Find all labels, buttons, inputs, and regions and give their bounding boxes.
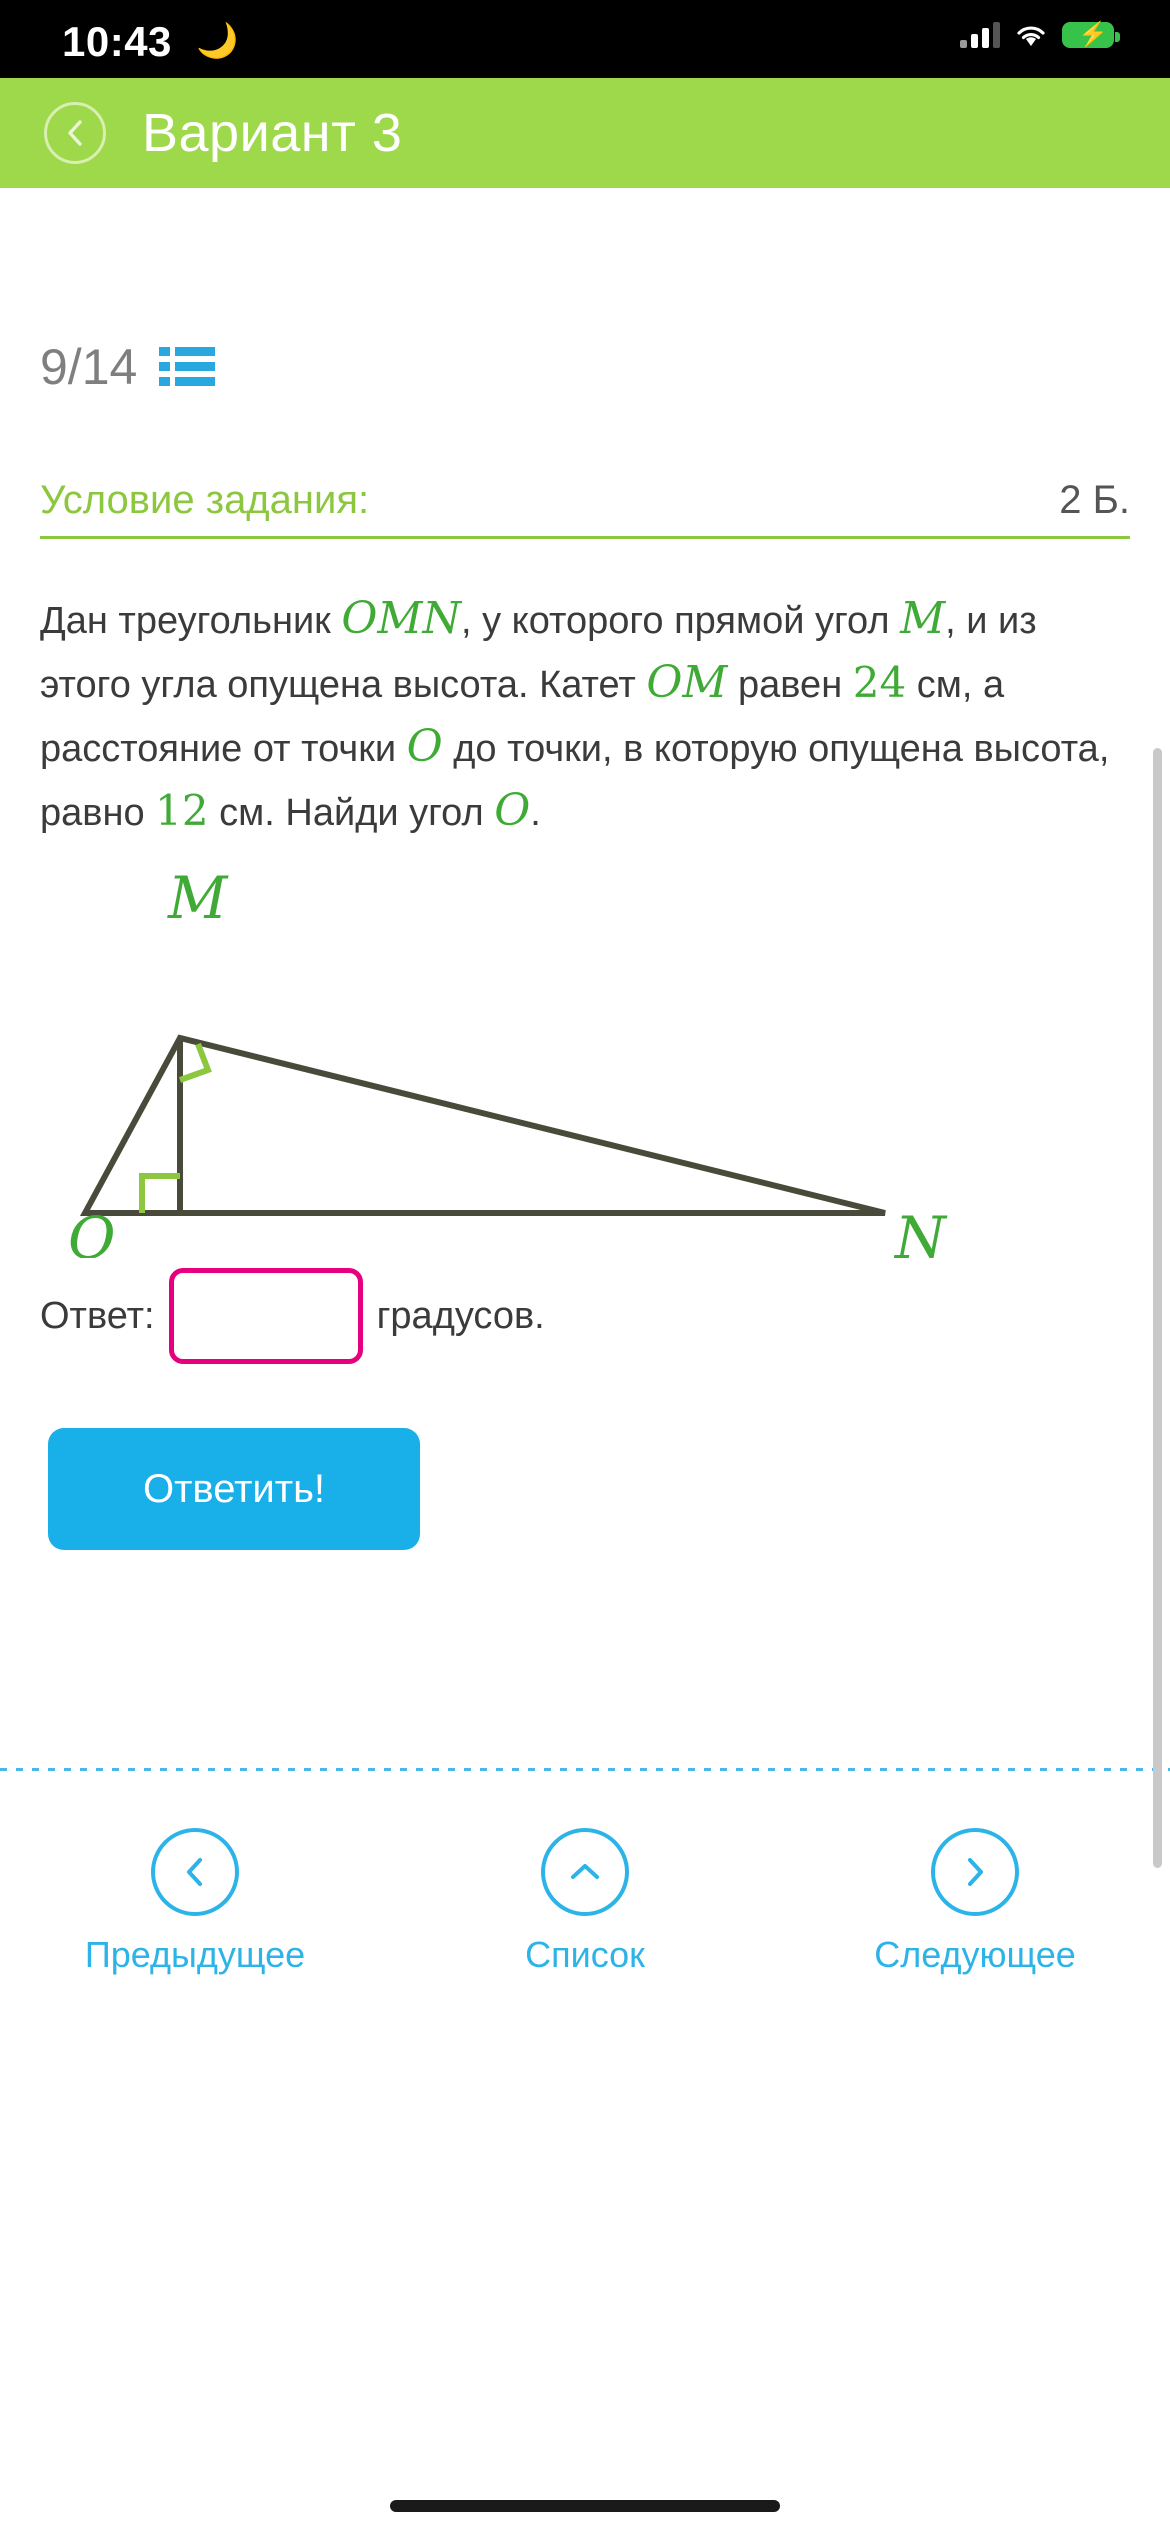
- statement-text-4: равен: [727, 664, 853, 706]
- math-leg-om: OM: [646, 657, 728, 708]
- nav-next-label: Следующее: [874, 1934, 1076, 1975]
- nav-previous[interactable]: [0, 1828, 390, 2058]
- math-triangle-omn: OMN: [341, 593, 461, 644]
- nav-previous-label: Предыдущее: [84, 1934, 306, 1975]
- math-value-12: 12: [155, 786, 209, 835]
- cellular-signal-icon: [960, 22, 1000, 48]
- chevron-left-icon: [62, 118, 88, 148]
- home-indicator: [390, 2500, 780, 2512]
- section-divider: [0, 1768, 1170, 1771]
- bottom-navigation: [0, 1828, 1170, 2058]
- back-button[interactable]: [44, 102, 106, 164]
- chevron-right-circle-icon[interactable]: [931, 1828, 1019, 1916]
- answer-suffix: градусов.: [376, 1294, 545, 1337]
- wifi-icon: [1014, 22, 1048, 48]
- statement-text-3: , и из этого угла опущена высота. Катет: [40, 600, 1037, 706]
- nav-list[interactable]: [390, 1828, 780, 2058]
- header-divider: [40, 536, 1130, 539]
- statement-text-8: .: [530, 792, 541, 834]
- math-point-o: O: [406, 721, 443, 772]
- task-statement: [40, 588, 1130, 844]
- app-header: [0, 78, 1170, 188]
- task-header: [40, 478, 1130, 523]
- submit-answer-button[interactable]: Ответить!: [48, 1428, 420, 1550]
- page-title: Вариант 3: [142, 103, 403, 163]
- math-value-24: 24: [852, 658, 907, 707]
- nav-list-label: Список: [525, 1934, 645, 1975]
- crescent-moon-icon: 🌙: [196, 22, 239, 60]
- figure-label-o: O: [68, 1204, 116, 1258]
- statement-text-1: Дан треугольник: [40, 600, 342, 642]
- answer-input[interactable]: [169, 1268, 363, 1364]
- task-points: 2 Б.: [1059, 478, 1130, 522]
- status-bar: [0, 0, 1170, 78]
- statement-text-6: до точки, в которую опущена высота, равно: [40, 728, 1110, 834]
- figure-label-m: M: [168, 864, 228, 932]
- math-angle-m: M: [900, 593, 946, 644]
- status-bar-time: 10:43: [62, 18, 172, 65]
- list-icon[interactable]: [159, 345, 215, 389]
- status-bar-indicators: [960, 22, 1114, 48]
- nav-next[interactable]: [780, 1828, 1170, 2058]
- progress-row: [40, 338, 215, 396]
- figure-label-n: N: [895, 1204, 946, 1258]
- statement-text-5: см, а расстояние от точки: [40, 664, 1005, 770]
- task-title: Условие задания:: [40, 478, 370, 522]
- statement-text-2: , у которого прямой угол: [460, 600, 901, 642]
- content-area: [0, 188, 1170, 2532]
- triangle-figure: [40, 858, 1130, 1258]
- answer-row: [40, 1268, 545, 1364]
- math-angle-o: O: [494, 785, 531, 836]
- answer-label: Ответ:: [40, 1294, 155, 1337]
- vertical-scrollbar[interactable]: [1153, 748, 1162, 1868]
- chevron-up-circle-icon[interactable]: [541, 1828, 629, 1916]
- chevron-left-circle-icon[interactable]: [151, 1828, 239, 1916]
- battery-charging-icon: ⚡: [1062, 22, 1114, 48]
- progress-counter: 9/14: [40, 339, 138, 395]
- statement-text-7: см. Найди угол: [208, 792, 495, 834]
